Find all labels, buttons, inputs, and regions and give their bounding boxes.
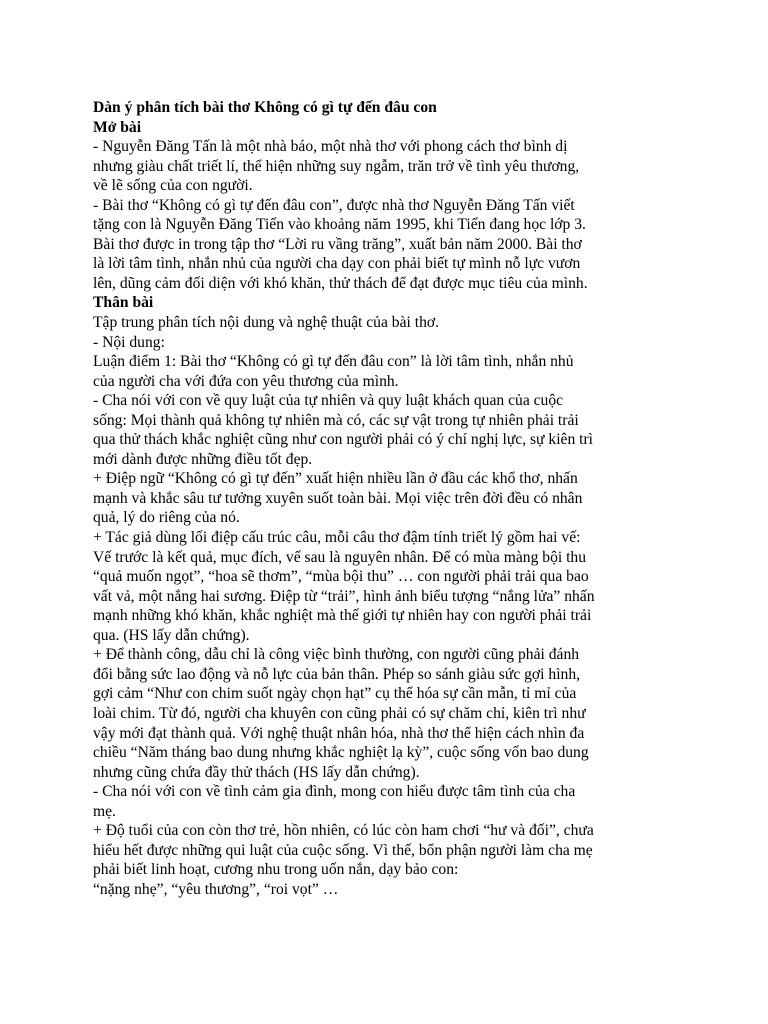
body-line: vậy mới đạt thành quả. Với nghệ thuật nhân hóa, nhà thơ thể hiện cách nhìn đa [93, 724, 585, 742]
body-line: Bài thơ được in trong tập thơ “Lời ru vầng trăng”, xuất bản năm 2000. Bài thơ [93, 235, 582, 253]
body-line: phải biết linh hoạt, cương nhu trong uốn nắn, dạy bảo con: [93, 861, 459, 879]
body-line: nhưng giàu chất triết lí, thể hiện những suy ngẫm, trăn trở về tình yêu thương, [93, 157, 580, 175]
body-line: của người cha với đứa con yêu thương của mình. [93, 372, 399, 390]
body-line: - Bài thơ “Không có gì tự đến đâu con”, được nhà thơ Nguyễn Đăng Tấn viết [93, 196, 575, 214]
body-line: Luận điểm 1: Bài thơ “Không có gì tự đến đâu con” là lời tâm tình, nhắn nhủ [93, 353, 574, 371]
body-line: Vế trước là kết quả, mục đích, vế sau là nguyên nhân. Để có mùa màng bội thu [93, 548, 587, 566]
body-line: quả, lý do riêng của nó. [93, 509, 240, 527]
body-line: mẹ. [93, 802, 116, 820]
body-line: “quả muốn ngọt”, “hoa sẽ thơm”, “mùa bội thu” … con người phải trải qua bao [93, 568, 589, 586]
body-line: vất vả, một nắng hai sương. Điệp từ “trải”, hình ảnh biểu tượng “nắng lửa” nhấn [93, 587, 595, 605]
body-line: - Cha nói với con về tình cảm gia đình, mong con hiểu được tâm tình của cha [93, 783, 576, 801]
body-line: + Điệp ngữ “Không có gì tự đến” xuất hiện nhiều lần ở đầu các khổ thơ, nhấn [93, 470, 578, 488]
body-line: mạnh những khó khăn, khắc nghiệt mà thế giới tự nhiên hay con người phải trải [93, 607, 592, 625]
body-line: về lẽ sống của con người. [93, 177, 253, 195]
body-line: tặng con là Nguyễn Đăng Tiến vào khoảng năm 1995, khi Tiến đang học lớp 3. [93, 216, 586, 234]
body-line: gợi cảm “Như con chim suốt ngày chọn hạt” cụ thể hóa sự cần mẫn, tỉ mỉ của [93, 685, 577, 703]
body-line: + Tác giả dùng lối điệp cấu trúc câu, mỗi câu thơ đậm tính triết lý gồm hai vế: [93, 529, 581, 547]
body-line: - Nội dung: [93, 333, 165, 351]
body-line: đổi bằng sức lao động và nỗ lực của bản thân. Phép so sánh giàu sức gợi hình, [93, 665, 581, 683]
body-line: chiều “Năm tháng bao dung nhưng khắc nghiệt lạ kỳ”, cuộc sống vốn bao dung [93, 744, 589, 762]
body-line: - Cha nói với con về quy luật của tự nhiên và quy luật khách quan của cuộc [93, 392, 564, 410]
body-line: mạnh và khắc sâu tư tưởng xuyên suốt toàn bài. Mọi việc trên đời đều có nhân [93, 489, 583, 507]
body-line: - Nguyễn Đăng Tấn là một nhà báo, một nhà thơ với phong cách thơ bình dị [93, 138, 568, 156]
body-line: lên, dũng cảm đối diện với khó khăn, thử thách để đạt được mục tiêu của mình. [93, 274, 588, 292]
document-page [93, 98, 683, 899]
section-heading-intro: Mở bài [93, 118, 142, 136]
body-line: loài chim. Từ đó, người cha khuyên con cũng phải có sự chăm chỉ, kiên trì như [93, 704, 586, 722]
body-line: Tập trung phân tích nội dung và nghệ thuật của bài thơ. [93, 314, 440, 332]
document-title: Dàn ý phân tích bài thơ Không có gì tự đến đâu con [93, 99, 437, 116]
body-line: hiểu hết được những qui luật của cuộc sống. Vì thế, bổn phận người làm cha mẹ [93, 841, 593, 859]
body-line: qua. (HS lấy dẫn chứng). [93, 626, 250, 644]
body-line: là lời tâm tình, nhắn nhủ của người cha dạy con phải biết tự mình nỗ lực vươn [93, 255, 581, 273]
body-line: qua thử thách khắc nghiệt cũng như con người phải có ý chí nghị lực, sự kiên trì [93, 431, 594, 449]
body-line: “nặng nhẹ”, “yêu thương”, “roi vọt” … [93, 880, 339, 898]
section-heading-body: Thân bài [93, 294, 154, 312]
body-line: sống: Mọi thành quả không tự nhiên mà có, các sự vật trong tự nhiên phải trải [93, 411, 579, 429]
body-line: mới dành được những điều tốt đẹp. [93, 450, 313, 468]
body-line: nhưng cũng chứa đầy thử thách (HS lấy dẫn chứng). [93, 763, 420, 781]
body-line: + Độ tuổi của con còn thơ trẻ, hồn nhiên, có lúc còn ham chơi “hư và đối”, chưa [93, 822, 594, 840]
body-line: + Để thành công, dẫu chỉ là công việc bình thường, con người cũng phải đánh [93, 646, 580, 664]
